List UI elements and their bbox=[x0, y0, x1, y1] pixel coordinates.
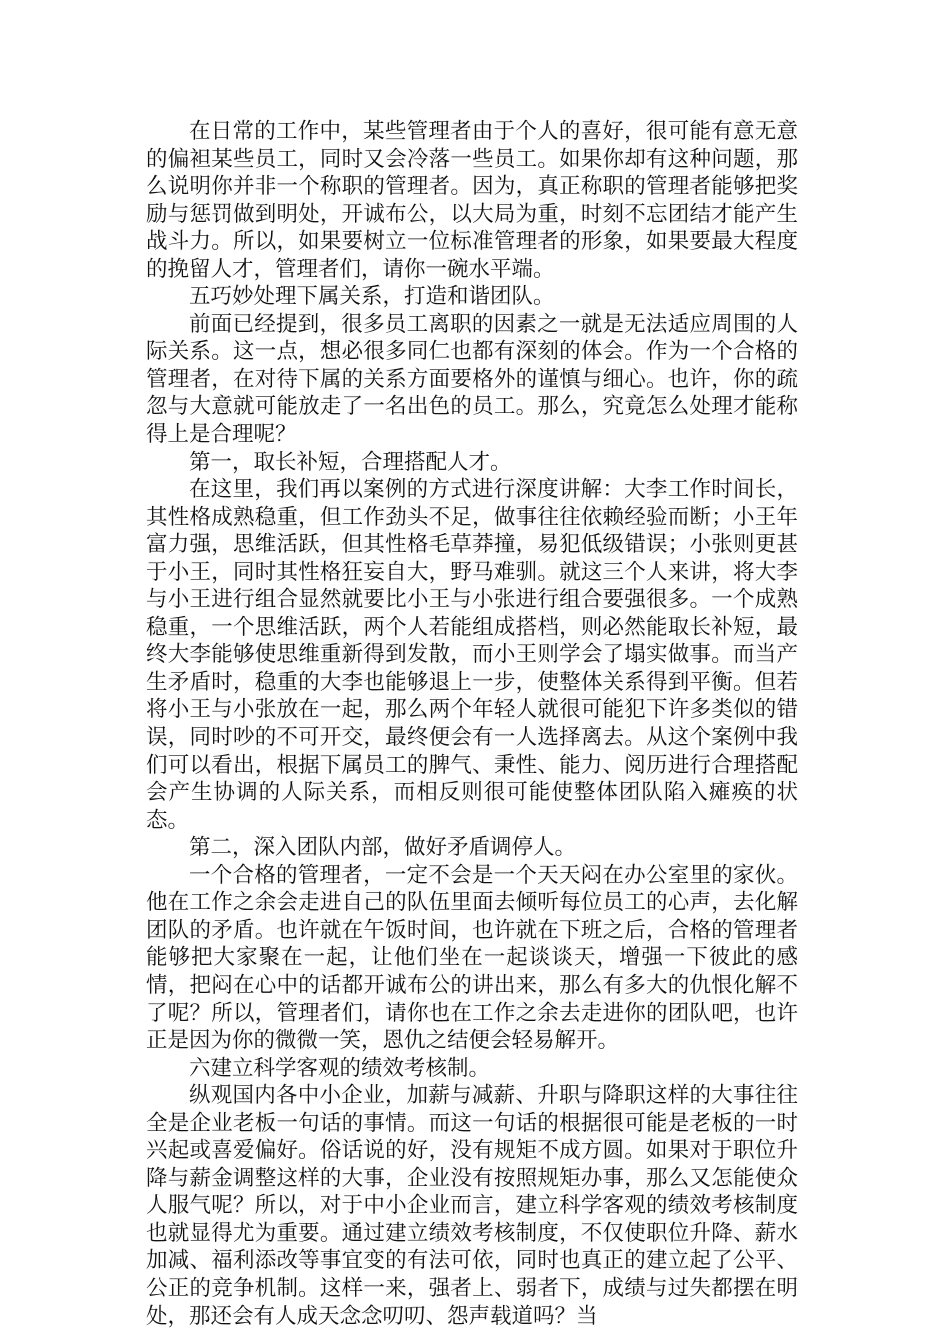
paragraph: 一个合格的管理者，一定不会是一个天天闷在办公室里的家伙。他在工作之余会走进自己的队伍里面去倾听每位员工的心声，去化解团队的矛盾。也许就在午饭时间，也许就在下班之后，合格的管理者能够把大家聚在一起，让他们坐在一起谈谈天，增强一下彼此的感情，把闷在心中的话都开诚布公的讲出来，那么有多大的仇恨化解不了呢？所以，管理者们，请你也在工作之余去走进你的团队吧，也许正是因为你的微微一笑，恩仇之结便会轻易解开。 bbox=[146, 862, 798, 1054]
subsection-heading: 第二，深入团队内部，做好矛盾调停人。 bbox=[189, 835, 577, 861]
section-heading: 五巧妙处理下属关系，打造和谐团队。 bbox=[189, 284, 555, 310]
paragraph: 在这里，我们再以案例的方式进行深度讲解：大李工作时间长，其性格成熟稳重，但工作劲头不足，做事往往依赖经验而断；小王年富力强，思维活跃，但其性格毛草莽撞，易犯低级错误；小张则更甚于小王，同时其性格狂妄自大，野马难驯。就这三个人来讲，将大李与小王进行组合显然就要比小王与小张进行组合要强很多。一个成熟稳重，一个思维活跃，两个人若能组成搭档，则必然能取长补短，最终大李能够使思维重新得到发散，而小王则学会了塌实做事。而当产生矛盾时，稳重的大李也能够退上一步，使整体关系得到平衡。但若将小王与小张放在一起，那么两个年轻人就很可能犯下许多类似的错误，同时吵的不可开交，最终便会有一人选择离去。从这个案例中我们可以看出，根据下属员工的脾气、秉性、能力、阅历进行合理搭配会产生协调的人际关系，而相反则很可能使整体团队陷入瘫痪的状态。 bbox=[146, 477, 798, 833]
paragraph: 纵观国内各中小企业，加薪与减薪、升职与降职这样的大事往往全是企业老板一句话的事情。而这一句话的根据很可能是老板的一时兴起或喜爱偏好。俗话说的好，没有规矩不成方圆。如果对于职位升降与薪金调整这样的大事，企业没有按照规矩办事，那么又怎能使众人服气呢？所以，对于中小企业而言，建立科学客观的绩效考核制度也就显得尤为重要。通过建立绩效考核制度，不仅使职位升降、薪水加减、福利添改等事宜变的有法可依，同时也真正的建立起了公平、公正的竞争机制。这样一来，强者上、弱者下，成绩与过失都摆在明处，那还会有人成天念念叨叨、怨声载道吗？当 bbox=[146, 1083, 798, 1329]
subsection-heading: 第一，取长补短，合理搭配人才。 bbox=[189, 449, 512, 475]
document-body bbox=[146, 118, 798, 1330]
section-heading: 六建立科学客观的绩效考核制。 bbox=[189, 1055, 491, 1081]
paragraph: 在日常的工作中，某些管理者由于个人的喜好，很可能有意无意的偏袒某些员工，同时又会冷落一些员工。如果你却有这种问题，那么说明你并非一个称职的管理者。因为，真正称职的管理者能够把奖励与惩罚做到明处，开诚布公，以大局为重，时刻不忘团结才能产生战斗力。所以，如果要树立一位标准管理者的形象，如果要最大程度的挽留人才，管理者们，请你一碗水平端。 bbox=[146, 119, 798, 282]
paragraph: 前面已经提到，很多员工离职的因素之一就是无法适应周围的人际关系。这一点，想必很多同仁也都有深刻的体会。作为一个合格的管理者，在对待下属的关系方面要格外的谨慎与细心。也许，你的疏忽与大意就可能放走了一名出色的员工。那么，究竟怎么处理才能称得上是合理呢？ bbox=[146, 311, 798, 448]
